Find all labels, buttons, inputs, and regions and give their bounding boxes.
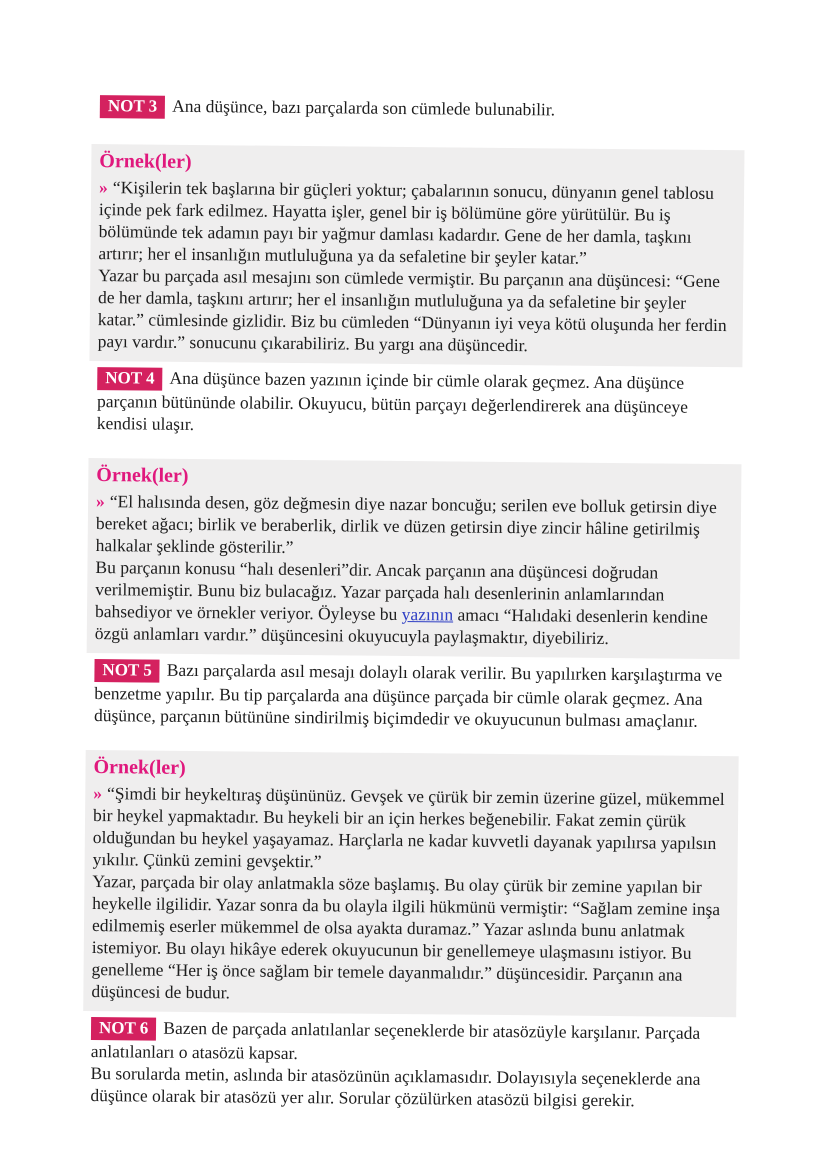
quote-chevron-icon: » (95, 491, 105, 512)
example-2-quote-text: “El halısında desen, göz değmesin diye nazar boncuğu; serilen eve bolluk getirsin diye bereket ağacı; birlik ve beraberlik, dirlik ve düzen getirsin diye zincir hâline getirilmiş halkalar şeklinde gösterilir.” (95, 491, 717, 557)
note-3-badge: NOT 3 (100, 95, 166, 119)
example-block-3 (83, 750, 738, 1017)
note-6-text-continued: Bu sorularda metin, aslında bir atasözünün açıklamasıdır. Dolayısıyla seçeneklerde ana düşünce olarak bir atasözü yer alır. Sorular çözülürken atasözü bilgisi gerekir. (90, 1063, 701, 1111)
example-block-2 (87, 458, 742, 659)
note-6-text: Bazen de parçada anlatılanlar seçeneklerde bir atasözüyle karşılanır. Parçada anlatılanları o atasözü kapsar. (90, 1017, 701, 1064)
quote-chevron-icon: » (93, 783, 103, 804)
quote-chevron-icon: » (99, 177, 108, 198)
note-3-paragraph (100, 94, 745, 124)
example-2-heading: Örnek(ler) (96, 464, 189, 487)
yazinin-link[interactable]: yazının (401, 603, 454, 625)
example-3-heading: Örnek(ler) (93, 756, 186, 779)
example-3-explanation: Yazar, parçada bir olay anlatmakla söze başlamış. Bu olay çürük bir zemine yapılan bir heykelle ilgilidir. Yazar sonra da bu olayla ilgili hükmünü vermiştir: “Sağlam zemine inşa edilmemiş eserler mükemmel de olsa ayakta duramaz.” Yazar aslında bunu anlatmak istemiyor. Bu olayı hikâye ederek okuyucunun bir genellemeye ulaşmasını istiyor. Bu genelleme “Her iş önce sağlam bir temele dayanmalıdır.” düşüncesidir. Parçanın ana düşüncesi de budur. (91, 871, 721, 1003)
note-6-badge: NOT 6 (91, 1017, 157, 1041)
note-5-text: Bazı parçalarda asıl mesajı dolaylı olarak verilir. Bu yapılırken karşılaştırma ve benzetme yapılır. Bu tip parçalarda ana düşünce parçada bir cümle olarak geçmez. Ana düşünce, parçanın bütününe sindirilmiş biçimdedir ve okuyucunun bulması amaçlanır. (93, 659, 723, 731)
note-5-paragraph (94, 658, 740, 732)
document-page (82, 94, 745, 1112)
example-3-quote-paragraph (93, 782, 729, 876)
example-2-explanation-after-link: amacı “Halıdaki desenlerin kendine özgü anlamları vardır.” düşüncesini okuyucuyla paylaşmaktır, diyebiliriz. (94, 604, 708, 648)
note-5-badge: NOT 5 (94, 659, 160, 683)
note-4-text: Ana düşünce bazen yazının içinde bir cümle olarak geçmez. Ana düşünce parçanın bütününde olabilir. Okuyucu, bütün parçayı değerlendirerek ana düşünceye kendisi ulaşır. (96, 367, 689, 434)
example-3-quote-text: “Şimdi bir heykeltıraş düşününüz. Gevşek ve çürük bir zemin üzerine güzel, mükemmel bir heykel yapmaktadır. Bu heykeli bir an için herkes beğenebilir. Fakat zemin çürük olduğundan bu heykel yaşayamaz. Harçlarla ne kadar kuvvetli dayanak yapılırsa yapılsın yıkılır. Çünkü zemini gevşektir.” (92, 783, 725, 872)
note-3-text: Ana düşünce, bazı parçalarda son cümlede bulunabilir. (172, 95, 556, 120)
example-2-explanation-before-link: Bu parçanın konusu “halı desenleri”dir. Ancak parçanın ana düşüncesi doğrudan verilmemiştir. Bunu biz bulacağız. Yazar parçada halı desenlerinin anlamlarından bahsediyor ve örnekler veriyor. Öyleyse bu (94, 557, 665, 624)
example-2-quote-paragraph (96, 490, 732, 562)
note-4-paragraph (97, 366, 743, 440)
example-2-explanation (95, 556, 731, 650)
example-block-1 (89, 144, 744, 367)
note-4-badge: NOT 4 (97, 367, 163, 391)
example-1-explanation: Yazar bu parçada asıl mesajını son cümlede vermiştir. Bu parçanın ana düşüncesi: “Gene de her damla, taşkını artırır; her el insanlığın mutluluğuna ya da sefaletine bir şeyler katar.” cümlesinde gizlidir. Biz bu cümleden “Dünyanın iyi veya kötü oluşunda her ferdin payı vardır.” sonucunu çıkarabiliriz. Bu yargı ana düşüncedir. (97, 265, 727, 356)
note-6-paragraph (90, 1016, 736, 1112)
example-1-heading: Örnek(ler) (99, 150, 192, 173)
example-1-quote-text: “Kişilerin tek başlarına bir güçleri yoktur; çabalarının sonucu, dünyanın genel tablosu içinde pek fark edilmez. Hayatta işler, genel bir iş bölümüne göre yürütülür. Bu iş bölümünde tek adamın payı bir yağmur damlası kadardır. Gene de her damla, taşkını artırır; her el insanlığın mutluluğuna ya da sefaletine bir şeyler katar.” (98, 177, 715, 268)
example-1-quote-paragraph (98, 176, 734, 270)
